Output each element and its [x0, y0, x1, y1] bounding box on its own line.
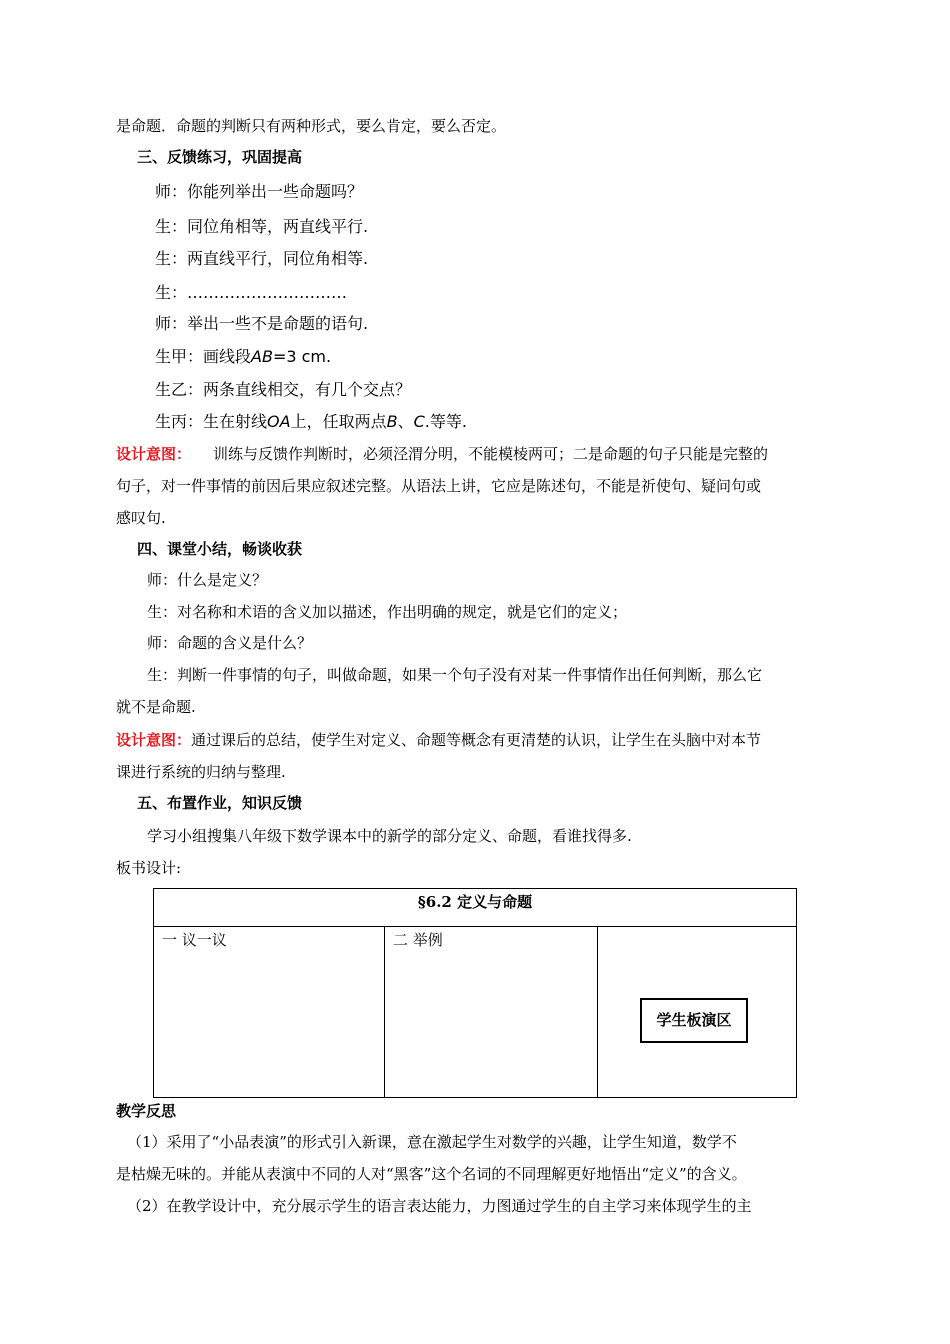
design-intent-1-text: 训练与反馈作判断时，必须泾渭分明，不能模棱两可；二是命题的句子只能是完整的 [213, 445, 769, 463]
design-intent-2-line-2: 课进行系统的归纳与整理. [116, 763, 286, 781]
design-intent-label: 设计意图： [116, 445, 192, 463]
reflection-item-2-line-1: （2）在教学设计中，充分展示学生的语言表达能力，力图通过学生的自主学习来体现学生的主 [127, 1197, 752, 1215]
section-heading-5: 五、布置作业，知识反馈 [137, 794, 303, 812]
dialog-line-8 [155, 411, 467, 433]
board-column-discuss [154, 927, 385, 1097]
dialog-line-3: 生：两直线平行，同位角相等. [155, 249, 369, 268]
dialog-line-6 [155, 346, 331, 368]
board-column-discuss-label: 一 议一议 [162, 931, 227, 949]
math-segment-ab: AB [251, 347, 273, 366]
summary-line-2: 生：对名称和术语的含义加以描述，作出明确的规定，就是它们的定义； [147, 603, 628, 621]
board-column-examples [385, 927, 598, 1097]
board-design-table [153, 888, 797, 1098]
dialog-line-8-sep: 、 [397, 412, 414, 431]
board-design-label: 板书设计: [116, 859, 182, 877]
design-intent-1-line-2: 句子，对一件事情的前因后果应叙述完整。从语法上讲，它应是陈述句，不能是祈使句、疑问句或 [116, 477, 762, 495]
dialog-line-8-prefix: 生丙：生在射线 [155, 412, 268, 431]
board-title: §6.2 定义与命题 [154, 889, 796, 927]
math-ray-oa: OA [267, 412, 291, 431]
dialog-line-5: 师：举出一些不是命题的语句. [155, 314, 369, 333]
design-intent-label: 设计意图： [116, 731, 192, 749]
section-heading-4: 四、课堂小结，畅谈收获 [137, 540, 303, 558]
summary-line-4: 生：判断一件事情的句子，叫做命题，如果一个句子没有对某一件事情作出任何判断，那么它 [147, 666, 763, 684]
board-column-examples-label: 二 举例 [393, 931, 443, 949]
design-intent-2-line-1 [116, 729, 761, 751]
section-heading-3: 三、反馈练习，巩固提高 [137, 148, 303, 166]
design-intent-1-line-1 [116, 443, 768, 465]
dialog-line-8-mid: 上，任取两点 [290, 412, 387, 431]
summary-line-1: 师：什么是定义？ [147, 571, 268, 589]
math-point-b: B [386, 412, 398, 431]
design-intent-2-text: 通过课后的总结，使学生对定义、命题等概念有更清楚的认识，让学生在头脑中对本节 [191, 731, 762, 749]
homework-line: 学习小组搜集八年级下数学课本中的新学的部分定义、命题，看谁找得多. [147, 827, 632, 845]
summary-line-3: 师：命题的含义是什么？ [147, 634, 313, 652]
reflection-item-1-line-2: 是枯燥无味的。并能从表演中不同的人对“黑客”这个名词的不同理解更好地悟出“定义”的含义。 [116, 1165, 747, 1183]
board-column-demo [598, 927, 796, 1097]
math-point-c: C [413, 412, 425, 431]
dialog-line-7: 生乙：两条直线相交，有几个交点？ [155, 380, 412, 399]
paragraph-continuation: 是命题．命题的判断只有两种形式，要么肯定，要么否定。 [116, 117, 507, 135]
design-intent-1-line-3: 感叹句. [116, 509, 166, 527]
dialog-line-4: 生：………………………… [155, 283, 348, 302]
dialog-line-2: 生：同位角相等，两直线平行. [155, 217, 369, 236]
dialog-line-6-prefix: 生甲：画线段 [155, 347, 252, 366]
dialog-line-1: 师：你能列举出一些命题吗？ [155, 182, 364, 201]
reflection-item-1-line-1: （1）采用了“小品表演”的形式引入新课，意在激起学生对数学的兴趣，让学生知道，数学不 [127, 1133, 737, 1151]
dialog-line-8-suffix: .等等. [424, 412, 467, 431]
dialog-line-6-suffix: =3 cm. [272, 347, 332, 366]
reflection-heading: 教学反思 [116, 1102, 177, 1120]
summary-line-5: 就不是命题. [116, 698, 196, 716]
student-demo-area: 学生板演区 [640, 998, 748, 1043]
